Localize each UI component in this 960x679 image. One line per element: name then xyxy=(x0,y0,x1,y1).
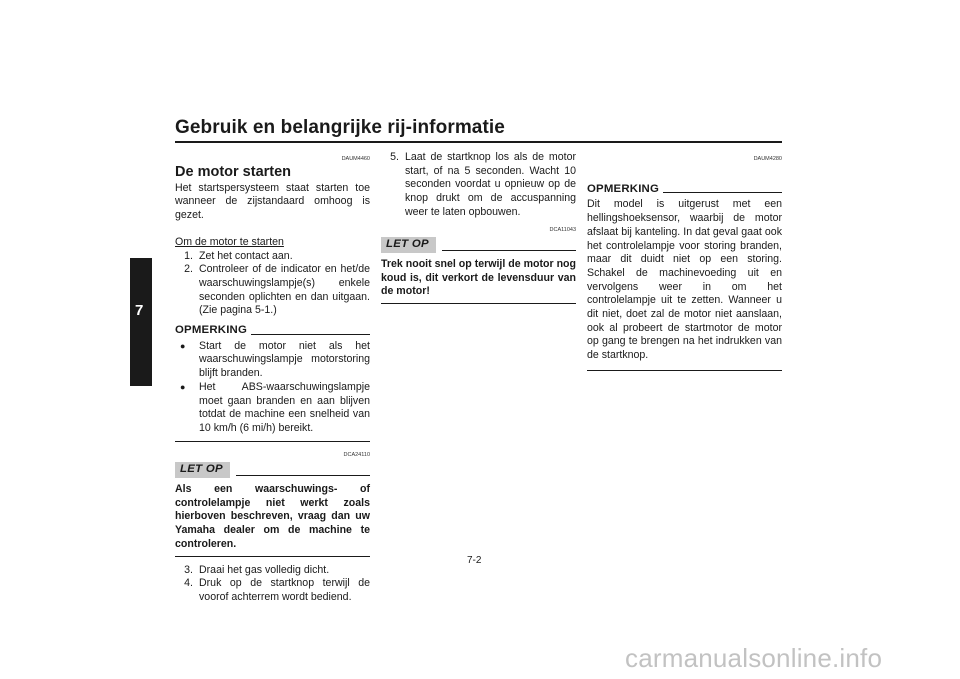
note-rule xyxy=(663,192,782,193)
step-text: Draai het gas volledig dicht. xyxy=(199,563,330,576)
column-3 xyxy=(587,153,782,371)
page-number: 7-2 xyxy=(467,555,482,566)
caution-text: Trek nooit snel op terwijl de motor nog koud is, dit verkort de levensduur van de motor! xyxy=(381,257,576,298)
note-text: Dit model is uitgerust met een hellingshoeksensor, waarbij de motor afslaat bij kanteling. In dat geval gaat ook het controlelampje voor storing branden, maar dit duidt niet op een storing. Schakel de machinevoeding uit en vervolgens weer in om het controlelampje uit te zetten. Wanneer u dit niet, doet zal de motor niet aanslaan, ook al probeert de startmotor de motor op gang te brengen na het indrukken van de startknop. xyxy=(587,198,782,362)
chapter-tab xyxy=(130,258,152,386)
bullet-icon: ● xyxy=(180,381,186,392)
step-number: 2. xyxy=(184,263,193,276)
caution-code: DCA24110 xyxy=(343,451,370,458)
caution-rule xyxy=(236,475,370,476)
procedure-subheading: Om de motor te starten xyxy=(175,235,284,248)
caution-end-rule xyxy=(175,556,370,557)
note-end-rule xyxy=(587,370,782,371)
caution-end-rule xyxy=(381,303,576,304)
step-number: 4. xyxy=(184,577,193,590)
note-text: Start de motor niet als het waarschuwingslampje motorstoring blijft branden. xyxy=(199,339,370,380)
note-item xyxy=(175,381,370,436)
step-text: Laat de startknop los als de motor start, of na 5 seconden. Wacht 10 seconden voordat u opnieuw op de knop drukt om de accuspanning weer te laten opbouwen. xyxy=(405,151,576,218)
section-code: DAUM4460 xyxy=(341,156,370,162)
step-text: Druk op de startknop terwijl de voorof achterrem wordt bediend. xyxy=(199,577,370,603)
caution-header xyxy=(175,462,370,478)
header-rule xyxy=(175,141,782,143)
step-number: 1. xyxy=(184,249,193,262)
page-title: Gebruik en belangrijke rij-informatie xyxy=(175,117,505,138)
column-2 xyxy=(381,151,576,304)
step-text: Zet het contact aan. xyxy=(199,249,293,262)
caution-header xyxy=(381,237,576,253)
intro-paragraph: Het startspersysteem staat starten toe wanneer de zijstandaard omhoog is gezet. xyxy=(175,181,370,222)
caution-code: DCA11043 xyxy=(549,226,576,233)
caution-rule xyxy=(442,250,576,251)
step-item xyxy=(175,250,370,264)
step-item xyxy=(175,577,370,604)
note-header xyxy=(587,183,782,197)
step-item xyxy=(381,151,576,220)
note-label: OPMERKING xyxy=(587,182,660,195)
watermark: carmanualsonline.info xyxy=(625,643,883,673)
step-item xyxy=(175,564,370,578)
caution-label: LET OP xyxy=(175,462,230,478)
note-item xyxy=(175,340,370,381)
step-text: Controleer of de indicator en het/de waarschuwingslampje(s) enkele seconden oplichten en dan uitgaan. (Zie pagina 5-1.) xyxy=(199,263,370,317)
section-heading: De motor starten xyxy=(175,163,292,180)
note-label: OPMERKING xyxy=(175,324,248,337)
note-header xyxy=(175,324,370,338)
note-text: Het ABS-waarschuwingslampje moet gaan branden en aan blijven totdat de machine een snelheid van 10 km/h (6 mi/h) bereikt. xyxy=(199,380,370,434)
chapter-number: 7 xyxy=(135,302,144,319)
step-number: 3. xyxy=(184,563,193,576)
section-code: DAUM4280 xyxy=(753,156,782,162)
column-1 xyxy=(175,153,370,605)
caution-label: LET OP xyxy=(381,237,436,253)
step-number: 5. xyxy=(390,151,399,163)
note-end-rule xyxy=(175,441,370,442)
step-item xyxy=(175,263,370,318)
caution-text: Als een waarschuwings- of controlelampje niet werkt zoals hierboven beschreven, vraag dan uw Yamaha dealer om de machine te controleren. xyxy=(175,483,370,550)
note-rule xyxy=(251,334,370,335)
bullet-icon: ● xyxy=(180,340,186,351)
